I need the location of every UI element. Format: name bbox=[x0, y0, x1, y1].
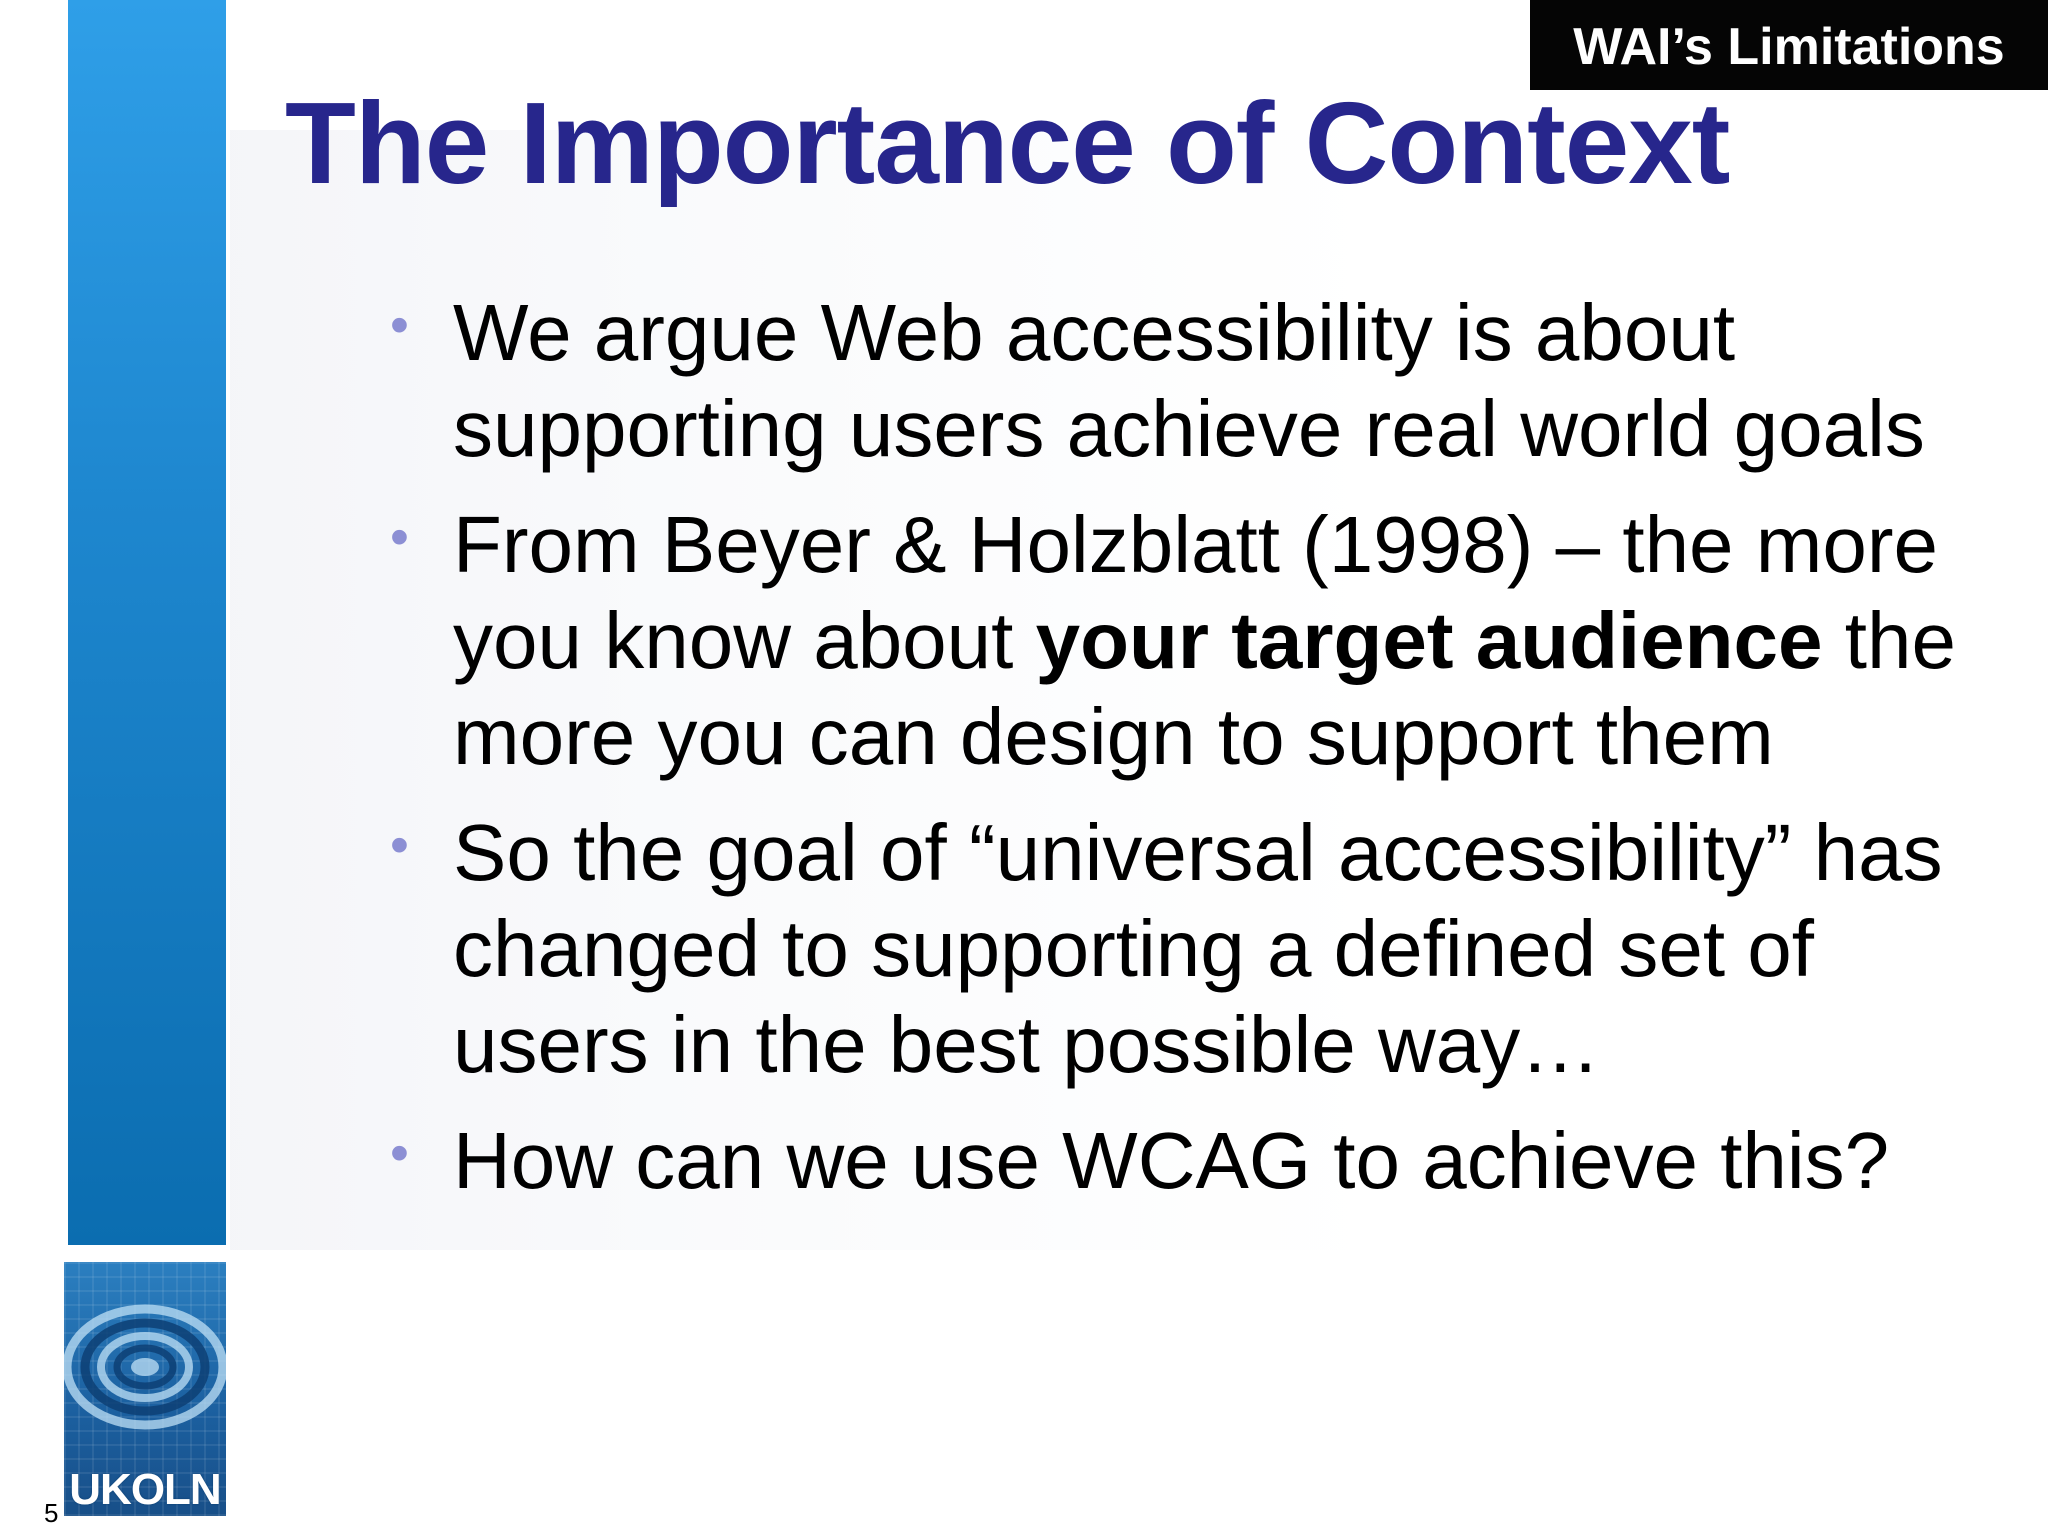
logo-text: UKOLN bbox=[69, 1465, 221, 1514]
bullet-text bbox=[453, 285, 2010, 477]
bullet-text-segment: How can we use WCAG to achieve this? bbox=[453, 1116, 1890, 1205]
spiral-eye-icon bbox=[64, 1262, 226, 1472]
bullet-text-segment: the more you can design to support them bbox=[453, 596, 1956, 781]
bullet-item bbox=[390, 285, 2010, 477]
bullet-text-emphasis: your target audience bbox=[1035, 596, 1823, 685]
bullet-item bbox=[390, 1113, 2010, 1209]
bullet-text bbox=[453, 1113, 2010, 1209]
bullet-marker: • bbox=[390, 1123, 409, 1183]
bullet-text-segment: So the goal of “universal accessibility” has changed to supporting a defined set of users in the best possible way… bbox=[453, 808, 1943, 1089]
bullet-text-segment: We argue Web accessibility is about supporting users achieve real world goals bbox=[453, 288, 1925, 473]
slide-title: The Importance of Context bbox=[285, 78, 1730, 208]
side-accent-bar bbox=[68, 0, 226, 1245]
bullet-text-segment: From Beyer & Holzblatt (1998) – the more you know about bbox=[453, 500, 1939, 685]
bullet-text bbox=[453, 497, 2010, 785]
page-number: 5 bbox=[44, 1498, 59, 1528]
bullet-text bbox=[453, 805, 2010, 1093]
ukoln-logo bbox=[64, 1262, 226, 1516]
bullet-marker: • bbox=[390, 507, 409, 567]
section-tag: WAI’s Limitations bbox=[1530, 0, 2048, 90]
bullet-marker: • bbox=[390, 295, 409, 355]
bullet-marker: • bbox=[390, 815, 409, 875]
bullet-item bbox=[390, 497, 2010, 785]
bullet-item bbox=[390, 805, 2010, 1093]
bullet-list bbox=[390, 285, 2010, 1229]
